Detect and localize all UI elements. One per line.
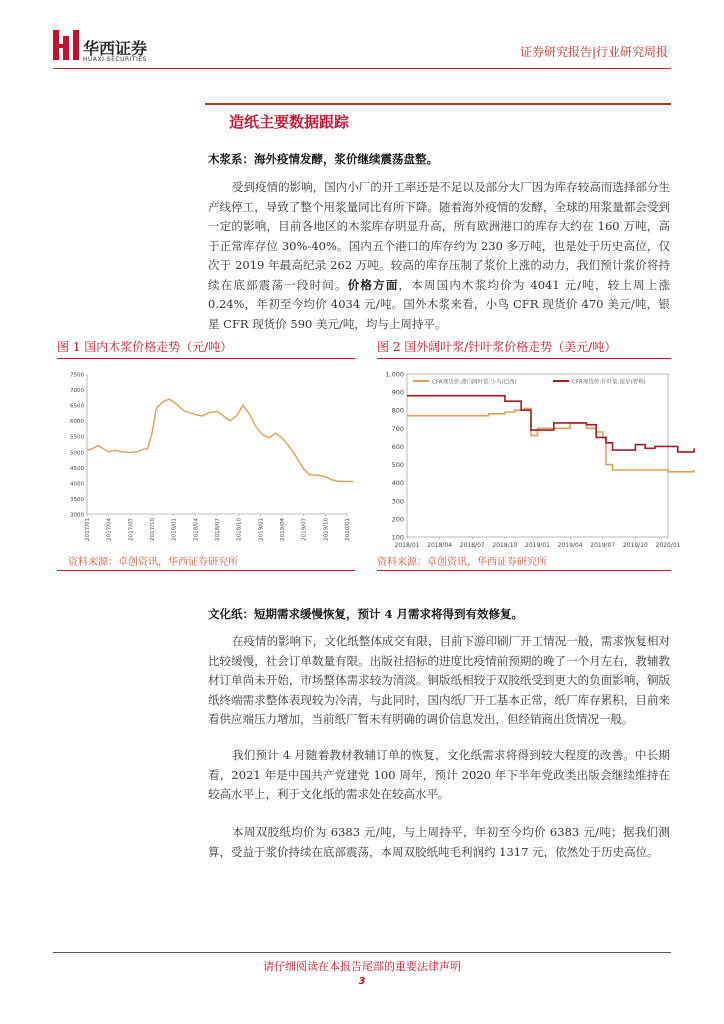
fig2-bottom-rule	[377, 570, 671, 571]
y-tick-label: 100	[391, 533, 404, 542]
header-divider	[53, 68, 671, 69]
legal-notice: 请仔细阅读在本报告尾部的重要法律声明	[263, 960, 461, 973]
y-tick-label: 3500	[70, 496, 84, 503]
y-tick-label: 500	[391, 461, 404, 470]
x-tick-label: 2019/01	[258, 518, 265, 541]
culture-heading	[208, 605, 670, 625]
y-tick-label: 1,000	[385, 370, 404, 379]
culture-heading-text: 文化纸：短期需求缓慢恢复，预计 4 月需求将得到有效修复。	[208, 607, 524, 621]
fig1-source: 资料来源：卓创资讯，华西证券研究所	[68, 557, 238, 568]
x-tick-label: 2018/07	[459, 542, 485, 549]
x-tick-label: 2018/07	[215, 518, 221, 541]
fig1-bottom-rule	[57, 570, 355, 571]
x-tick-label: 2017/04	[106, 518, 113, 541]
y-tick-label: 7500	[70, 372, 84, 379]
x-tick-label: 2019/07	[590, 542, 616, 549]
x-tick-label: 2017/10	[150, 518, 156, 541]
series-line-1	[407, 408, 694, 471]
company-logo	[53, 28, 79, 66]
x-tick-label: 2018/04	[193, 518, 200, 541]
y-tick-label: 300	[391, 497, 404, 506]
x-tick-label: 2018/04	[427, 542, 453, 549]
pulp-heading-text: 木浆系：海外疫情发酵，浆价继续震荡盘整。	[208, 152, 438, 166]
x-tick-label: 2018/10	[492, 542, 518, 549]
x-tick-label: 2017/07	[128, 518, 135, 541]
x-tick-label: 2020/01	[345, 518, 351, 541]
y-tick-label: 4000	[70, 481, 84, 488]
culture-paragraph-1: 在疫情的影响下，文化纸整体成交有限，目前下游印刷厂开工情况一般，需求恢复相对比较缓慢，社会订单数量有限。出版社招标的进度比疫情前预期的晚了一个月左右，教辅教材订单尚未开始，市场整体需求较为清淡。铜版纸相较于双胶纸受到更大的负面影响，铜版纸终端需求整体表现较为冷清，与此同时，国内纸厂开工基本正常，纸厂库存累积，目前来看供应端压力增加，当前纸厂暂未有明确的调价信息发出，但经销商出货情况一般。	[208, 634, 670, 726]
logo-mark-icon	[53, 28, 79, 62]
pulp-price-label: 价格方面	[347, 277, 399, 292]
y-tick-label: 6500	[70, 403, 84, 410]
fig2-chart	[377, 362, 681, 550]
footer-divider	[53, 952, 671, 953]
y-tick-label: 5000	[70, 450, 84, 457]
company-name: 华西证券	[83, 39, 148, 58]
pulp-price-text: ，本周国内木浆均价为 4041 元/吨，较上周上涨 0.24%，年初至今均价 4034 元/吨。国外木浆来看，小鸟 CFR 现货价 470 美元/吨，银星 CFR 现货价 590 美元/吨，均与上周持平。	[208, 277, 671, 331]
x-tick-label: 2019/04	[557, 542, 583, 549]
y-tick-label: 4500	[70, 465, 84, 472]
fig1-title: 图 1 国内木浆价格走势（元/吨）	[57, 340, 233, 354]
y-tick-label: 700	[391, 424, 404, 433]
y-tick-label: 200	[391, 515, 404, 524]
x-tick-label: 2019/07	[301, 518, 308, 541]
fig2-rule	[377, 358, 671, 359]
culture-paragraph-2: 我们预计 4 月随着教材教辅订单的恢复，文化纸需求将得到较大程度的改善。中长期看，2021 年是中国共产党建党 100 周年，预计 2020 年下半年党政类出版会继续维持在较高水平上，利于文化纸的需求处在较高水平。	[208, 748, 670, 801]
y-tick-label: 400	[391, 479, 404, 488]
y-tick-label: 7000	[70, 388, 84, 395]
legend-label: CFR现货价:漂白阔叶浆:小鸟(巴西)	[432, 379, 517, 386]
series-line-2	[407, 396, 694, 452]
y-tick-label: 5500	[70, 434, 84, 441]
x-tick-label: 2018/01	[394, 542, 420, 549]
y-tick-label: 600	[391, 442, 404, 451]
x-tick-label: 2019/10	[323, 518, 330, 541]
pulp-text: 受到疫情的影响，国内小厂的开工率还是不足以及部分大厂因为库存较高而选择部分生产线停工，导致了整个用浆量同比有所下降。随着海外疫情的发酵，全球的用浆量都会受到一定的影响，目前各地区的木浆库存明显升高，所有欧洲港口的库存大约在 160 万吨，高于正常库存位 30%-40%。国内五个港口的库存约为 230 多万吨，也是处于历史高位，仅次于 2019 年最高纪录 262 万吨。较高的库存压制了浆价上涨的动力，我们预计浆价将持续在底部震荡一段时间。	[208, 180, 670, 292]
section-title-bar	[205, 103, 671, 105]
x-tick-label: 2019/10	[622, 542, 648, 549]
company-name-en: HUAXI SECURITIES	[83, 56, 147, 63]
legend-label: CFR现货价:针叶浆:银星(智利)	[572, 379, 646, 386]
y-tick-label: 6000	[70, 419, 84, 426]
x-tick-label: 2020/01	[655, 542, 681, 549]
x-tick-label: 2019/01	[525, 542, 550, 549]
fig1-rule	[57, 358, 355, 359]
section-title: 造纸主要数据跟踪	[229, 113, 350, 131]
x-tick-label: 2018/10	[236, 518, 243, 541]
y-tick-label: 900	[391, 388, 404, 397]
report-type: 证券研究报告|行业研究周报	[519, 45, 668, 59]
fig2-title: 图 2 国外阔叶浆/针叶浆价格走势（美元/吨）	[377, 340, 617, 354]
y-tick-label: 800	[391, 406, 404, 415]
x-tick-label: 2017/01	[85, 518, 91, 541]
x-tick-label: 2018/01	[171, 518, 178, 541]
culture-paragraph-3: 本周双胶纸均价为 6383 元/吨，与上周持平，年初至今均价 6383 元/吨；据我们测算，受益于浆价持续在底部震荡，本周双胶纸吨毛利润约 1317 元，依然处于历史高位。	[208, 825, 670, 859]
x-tick-label: 2019/04	[280, 518, 286, 541]
y-tick-label: 3000	[70, 512, 84, 519]
page-number: 3	[358, 976, 366, 987]
plot-frame	[407, 374, 668, 537]
pulp-paragraph	[208, 178, 670, 334]
series-line-1	[87, 399, 354, 482]
fig2-source: 资料来源：卓创资讯，华西证券研究所	[377, 557, 547, 568]
pulp-heading	[208, 150, 670, 170]
fig1-chart	[57, 362, 355, 550]
